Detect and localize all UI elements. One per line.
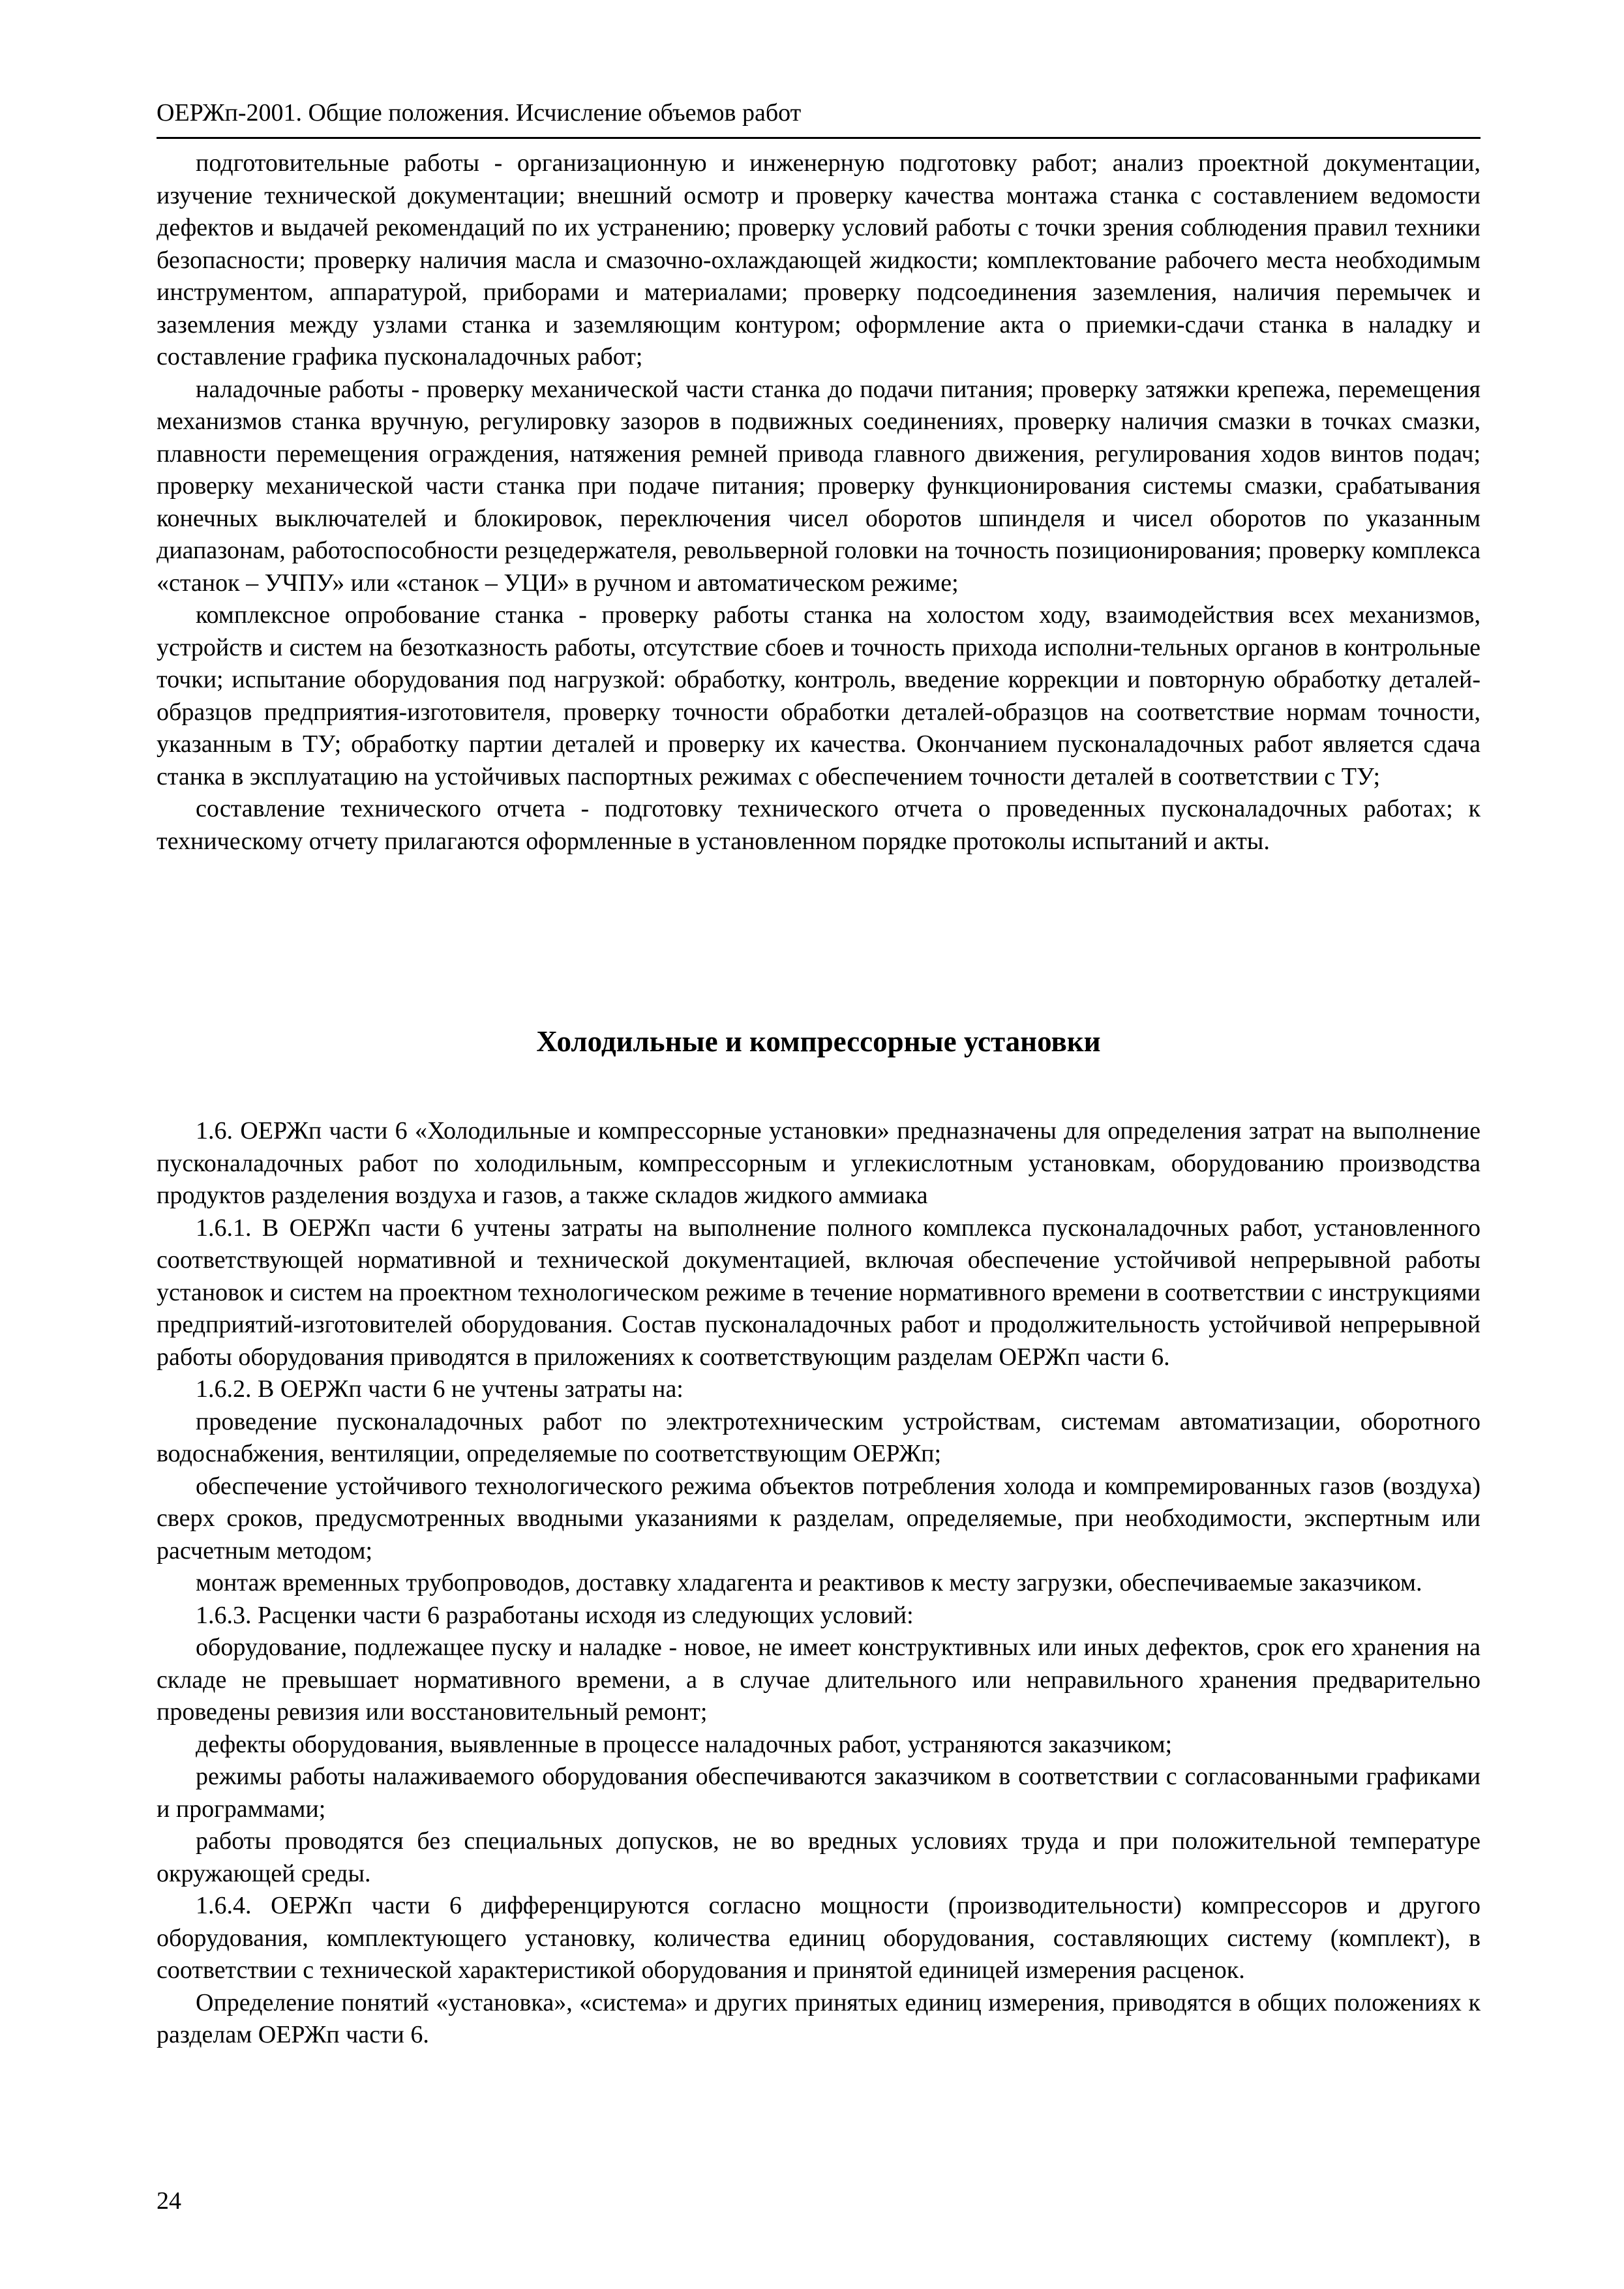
paragraph-condition-equipment: оборудование, подлежащее пуску и наладке - новое, не имеет конструктивных или иных дефектов, срок его хранения на складе не превышает нормативного времени, а в случае длительного или неправильного хранения предварительно проведены ревизия или восстановительный ремонт;	[157, 1634, 1481, 1726]
paragraph-condition-modes: режимы работы налаживаемого оборудования обеспечиваются заказчиком в соответствии с согласованными графиками и программами;	[157, 1763, 1481, 1823]
paragraph-definitions: Определение понятий «установка», «система» и других принятых единиц измерения, приводятся в общих положениях к разделам ОЕРЖп части 6.	[157, 1988, 1481, 2048]
paragraph-technical-report: составление технического отчета - подготовку технического отчета о проведенных пусконаладочных работах; к техническому отчету прилагаются оформленные в установленном порядке протоколы испытаний и акты.	[157, 795, 1481, 855]
page-number: 24	[157, 2187, 181, 2215]
paragraph-1-6-4: 1.6.4. ОЕРЖп части 6 дифференцируются согласно мощности (производительности) компрессоров и другого оборудования, комплектующего установку, количества единиц оборудования, составляющих систему (комплект), в соответствии с технической характеристикой оборудования и принятой единицей измерения расценок.	[157, 1892, 1481, 1984]
paragraph-1-6-1: 1.6.1. В ОЕРЖп части 6 учтены затраты на выполнение полного комплекса пусконаладочных работ, установленного соответствующей нормативной и технической документацией, включая обеспечение устойчивой непрерывной работы установок и систем на проектном технологическом режиме в течение нормативного времени в соответствии с инструкциями предприятий-изготовителей оборудования. Состав пусконаладочных работ и продолжительность устойчивой непрерывной работы оборудования приводятся в приложениях к соответствующим разделам ОЕРЖп части 6.	[157, 1214, 1481, 1371]
paragraph-1-6-3: 1.6.3. Расценки части 6 разработаны исходя из следующих условий:	[196, 1601, 914, 1629]
paragraph-1-6: 1.6. ОЕРЖп части 6 «Холодильные и компрессорные установки» предназначены для определения затрат на выполнение пусконаладочных работ по холодильным, компрессорным и углекислотным установкам, оборудованию производства продуктов разделения воздуха и газов, а также складов жидкого аммиака	[157, 1117, 1481, 1209]
paragraph-excluded-electrical: проведение пусконаладочных работ по электротехническим устройствам, системам автоматизации, оборотного водоснабжения, вентиляции, определяемые по соответствующим ОЕРЖп;	[157, 1407, 1481, 1467]
section-title: Холодильные и компрессорные установки	[536, 1025, 1101, 1058]
paragraph-excluded-pipelines: монтаж временных трубопроводов, доставку хладагента и реактивов к месту загрузки, обеспечиваемые заказчиком.	[196, 1569, 1422, 1596]
paragraph-1-6-2: 1.6.2. В ОЕРЖп части 6 не учтены затраты на:	[196, 1375, 684, 1403]
paragraph-complex-testing: комплексное опробование станка - проверку работы станка на холостом ходу, взаимодействия всех механизмов, устройств и систем на безотказность работы, отсутствие сбоев и точность прихода исполни-тельных органов в контрольные точки; испытание оборудования под нагрузкой: обработку, контроль, введение коррекции и повторную обработку деталей-образцов предприятия-изготовителя, проверку точности обработки деталей-образцов на соответствие нормам точности, указанным в ТУ; обработку партии деталей и проверку их качества. Окончанием пусконаладочных работ является сдача станка в эксплуатацию на устойчивых паспортных режимах с обеспечением точности деталей в соответствии с ТУ;	[157, 601, 1481, 790]
work-stages-list	[157, 147, 1481, 858]
section-body	[157, 1115, 1481, 2052]
running-header: ОЕРЖп-2001. Общие положения. Исчисление объемов работ	[157, 98, 1481, 139]
paragraph-condition-works: работы проводятся без специальных допусков, не во вредных условиях труда и при положительной температуре окружающей среды.	[157, 1827, 1481, 1887]
paragraph-condition-defects: дефекты оборудования, выявленные в процессе наладочных работ, устраняются заказчиком;	[196, 1730, 1173, 1758]
paragraph-excluded-regime: обеспечение устойчивого технологического режима объектов потребления холода и компремированных газов (воздуха) сверх сроков, предусмотренных вводными указаниями к разделам, определяемые, при необходимости, экспертным или расчетным методом;	[157, 1472, 1481, 1564]
paragraph-preparatory-works: подготовительные работы - организационную и инженерную подготовку работ; анализ проектной документации, изучение технической документации; внешний осмотр и проверку качества монтажа станка с составлением ведомости дефектов и выдачей рекомендаций по их устранению; проверку условий работы с точки зрения соблюдения правил техники безопасности; проверку наличия масла и смазочно-охлаждающей жидкости; комплектование рабочего места необходимым инструментом, аппаратурой, приборами и материалами; проверку подсоединения заземления, наличия перемычек и заземления между узлами станка и заземляющим контуром; оформление акта о приемки-сдачи станка в наладку и составление графика пусконаладочных работ;	[157, 149, 1481, 370]
paragraph-adjustment-works: наладочные работы - проверку механической части станка до подачи питания; проверку затяжки крепежа, перемещения механизмов станка вручную, регулировку зазоров в подвижных соединениях, проверку наличия смазки в точках смазки, плавности перемещения ограждения, натяжения ремней привода главного движения, регулирования ходов винтов подач; проверку механической части станка при подаче питания; проверку функционирования системы смазки, срабатывания конечных выключателей и блокировок, переключения чисел оборотов шпинделя и чисел оборотов по указанным диапазонам, работоспособности резцедержателя, револьверной головки на точность позиционирования; проверку комплекса «станок – УЧПУ» или «станок – УЦИ» в ручном и автоматическом режиме;	[157, 375, 1481, 597]
